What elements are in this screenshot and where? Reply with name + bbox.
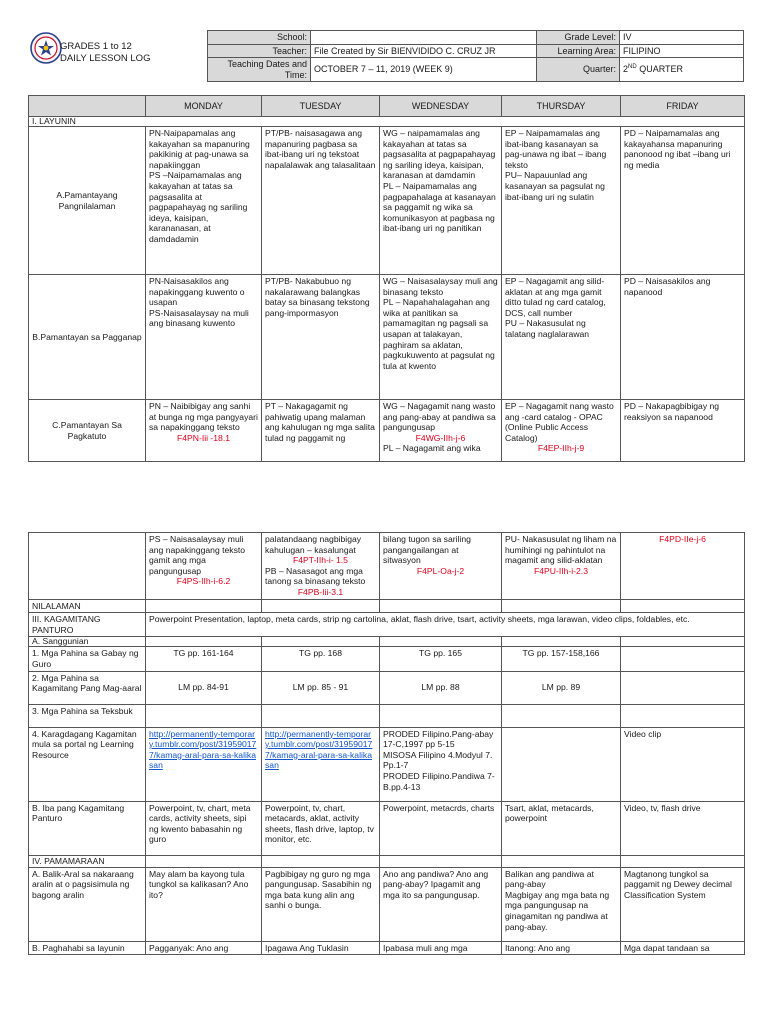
cell-a-monday: PN-Naipapamalas ang kakayahan sa mapanuring pakikinig at pag-unawa sa napakiinggan PS –Naipamamalas ang kakayahan at tatas sa pagsasalita at pagpapahayag ng sariling ideya, kaisipan, karananasan, at damdadamin <box>146 127 262 275</box>
header-info-table <box>207 30 744 82</box>
lesson-objectives-table <box>28 95 745 462</box>
code-c-thursday: F4EP-IIh-j-9 <box>537 443 585 454</box>
kagamitan-label: III. KAGAMITANG PANTURO <box>29 613 146 637</box>
nilalaman-wednesday <box>380 599 502 613</box>
paghahabi-tuesday: Ipagawa Ang Tuklasin <box>262 941 380 955</box>
school-value <box>311 31 537 45</box>
day-header-blank <box>29 96 146 117</box>
cell-a-friday: PD – Naipamamalas ang kakayahansa mapanuring panonood ng ibat –ibang uri ng media <box>621 127 745 275</box>
pamamaraan-wednesday <box>380 855 502 867</box>
nilalaman-friday <box>621 599 745 613</box>
balik-aral-thursday: Balikan ang pandiwa at pang-abay Magbigay ang mga bata ng mga pangungusap na ginagamitan ng pandiwa at pang-abay. <box>502 867 621 941</box>
section-layunin-title: I. LAYUNIN <box>29 117 745 127</box>
cont-wednesday <box>380 533 502 600</box>
iba-pang-label: B. Iba pang Kagamitang Panturo <box>29 801 146 855</box>
cont-monday <box>146 533 262 600</box>
sanggunian-label: A. Sanggunian <box>29 637 146 647</box>
tg-monday: TG pp. 161-164 <box>146 647 262 671</box>
school-label: School: <box>208 31 311 45</box>
iba-pang-monday: Powerpoint, tv, chart, meta cards, activity sheets, sipi ng kwento babasahin ng guro <box>146 801 262 855</box>
sanggunian-monday <box>146 637 262 647</box>
pamamaraan-label: IV. PAMAMARAAN <box>29 855 146 867</box>
cell-a-thursday: EP – Naipamamalas ang ibat-ibang kasanayan sa pag-unawa ng ibat – ibang teksto PU– Napauunlad ang kasanayan sa pagsulat ng ibat-ibang uri ng sulatin <box>502 127 621 275</box>
document-title <box>60 41 150 65</box>
cont-wednesday-text: bilang tugon sa sariling pangangailangan at sitwasyon <box>383 534 471 566</box>
code-cont-monday: F4PS-IIh-i-6.2 <box>176 576 231 587</box>
pamamaraan-monday <box>146 855 262 867</box>
lesson-procedure-table <box>28 532 745 955</box>
balik-aral-tuesday: Pagbibigay ng guro ng mga pangungusap. Sasabihin ng mga bata kung alin ang sanhi o bunga. <box>262 867 380 941</box>
paghahabi-friday: Mga dapat tandaan sa <box>621 941 745 955</box>
cell-c-wednesday-extra: PL – Nagagamit ang wika <box>383 443 481 454</box>
karagdagang-tuesday <box>262 727 380 801</box>
cell-c-tuesday: PT – Nakagagamit ng pahiwatig upang malaman ang kahulugan ng mga salita tulad ng paggamit ng <box>262 400 380 462</box>
paghahabi-wednesday: Ipabasa muli ang mga <box>380 941 502 955</box>
balik-aral-label: A. Balik-Aral sa nakaraang aralin at o pagsisimula ng bagong aralin <box>29 867 146 941</box>
pamamaraan-tuesday <box>262 855 380 867</box>
cont-monday-text: PS – Naisasalaysay muli ang napakinggang teksto gamit ang mga pangungusap <box>149 534 246 576</box>
quarter-suffix: ND <box>628 64 637 71</box>
cell-b-friday: PD – Naisasakilos ang napanood <box>621 275 745 400</box>
balik-aral-monday: May alam ba kayong tula tungkol sa kalikasan? Ano ito? <box>146 867 262 941</box>
cont-thursday-text: PU- Nakasusulat ng liham na humihingi ng pahintulot na magamit ang silid-aklatan <box>505 534 617 566</box>
area-value: FILIPINO <box>620 44 744 58</box>
lm-label: 2. Mga Pahina sa Kagamitang Pang Mag-aaral <box>29 671 146 704</box>
quarter-word: QUARTER <box>636 64 684 75</box>
lm-thursday: LM pp. 89 <box>502 671 621 704</box>
grade-label: Grade Level: <box>537 31 620 45</box>
karagdagang-friday: Video clip <box>621 727 745 801</box>
code-cont-thursday: F4PU-IIh-i-2.3 <box>534 565 588 576</box>
teksbuk-thursday <box>502 704 621 727</box>
cell-c-wednesday <box>380 400 502 462</box>
cell-b-thursday: EP – Nagagamit ang silid-aklatan at ang mga gamit ditto tulad ng card catalog, DCS, call number PU – Nakasusulat ng talatang naglalarawan <box>502 275 621 400</box>
cell-c-friday: PD – Nakapagbibigay ng reaksiyon sa napanood <box>621 400 745 462</box>
teksbuk-tuesday <box>262 704 380 727</box>
area-label: Learning Area: <box>537 44 620 58</box>
paghahabi-monday: Pagganyak: Ano ang <box>146 941 262 955</box>
kagamitan-value: Powerpoint Presentation, laptop, meta cards, strip ng cartolina, aklat, flash drive, tsart, activity sheets, mga larawan, video clips, foldables, etc. <box>146 613 745 637</box>
teksbuk-friday <box>621 704 745 727</box>
cont-tuesday <box>262 533 380 600</box>
code-c-wednesday: F4WG-IIh-j-6 <box>415 432 466 443</box>
cell-c-monday-text: PN – Naibibigay ang sanhi at bunga ng mga pangyayari sa napakinggang teksto <box>149 401 258 433</box>
row-label-pamantayan-sa-pagkatuto: C.Pamantayan Sa Pagkatuto <box>29 400 146 462</box>
paghahabi-thursday: Itanong: Ano ang <box>502 941 621 955</box>
code-c-monday: F4PN-Iii -18.1 <box>176 432 230 443</box>
continuation-label-blank <box>29 533 146 600</box>
day-header-thursday: THURSDAY <box>502 96 621 117</box>
dates-value: OCTOBER 7 – 11, 2019 (WEEK 9) <box>311 58 537 82</box>
row-label-pamantayan-sa-pagganap: B.Pamantayan sa Pagganap <box>29 275 146 400</box>
tg-label: 1. Mga Pahina sa Gabay ng Guro <box>29 647 146 671</box>
cell-c-wednesday-text: WG – Nagagamit nang wasto ang pang-abay at pandiwa sa pangungusap <box>383 401 496 433</box>
cont-tuesday-extra: PB – Nasasagot ang mga tanong sa binasang teksto <box>265 565 366 587</box>
cell-c-thursday <box>502 400 621 462</box>
tg-tuesday: TG pp. 168 <box>262 647 380 671</box>
resource-link-tuesday[interactable]: http://permanently-temporary.tumblr.com/post/319590177/kamag-aral-para-sa-kalikasan <box>265 728 373 771</box>
cell-b-wednesday: WG – Naisasalaysay muli ang binasang teksto PL – Napahahalagahan ang wika at panitikan sa pamamagitan ng pagsali sa usapan at talakayan, paghiram sa aklatan, pagkukuwento at pagsulat ng tula at kwento <box>380 275 502 400</box>
tg-thursday: TG pp. 157-158,166 <box>502 647 621 671</box>
balik-aral-wednesday: Ano ang pandiwa? Ano ang pang-abay? Ipagamit ang mga ito sa pangungusap. <box>380 867 502 941</box>
sanggunian-tuesday <box>262 637 380 647</box>
teacher-value: File Created by Sir BIENVIDIDO C. CRUZ JR <box>311 44 537 58</box>
cell-b-tuesday: PT/PB- Nakabubuo ng nakalarawang balangkas batay sa binasang tekstong pang-impormasyon <box>262 275 380 400</box>
nilalaman-tuesday <box>262 599 380 613</box>
day-header-friday: FRIDAY <box>621 96 745 117</box>
sanggunian-wednesday <box>380 637 502 647</box>
nilalaman-monday <box>146 599 262 613</box>
code-cont-friday: F4PD-IIe-j-6 <box>659 534 706 544</box>
grade-value: IV <box>620 31 744 45</box>
karagdagang-label: 4. Karagdagang Kagamitan mula sa portal ng Learning Resource <box>29 727 146 801</box>
cell-a-wednesday: WG – naipamamalas ang kakayahan at tatas sa pagsasalita at pagpapahayag ng sariling ideya, kaisipan, karanasan at damdamin PL – Naipamamalas ang pagpapahalaga at kasanayan sa paggamit ng wika sa komunikasyon at pagbasa ng ibat-ibang uri ng panitikan <box>380 127 502 275</box>
cont-thursday <box>502 533 621 600</box>
iba-pang-thursday: Tsart, aklat, metacards, powerpoint <box>502 801 621 855</box>
teacher-label: Teacher: <box>208 44 311 58</box>
tg-friday <box>621 647 745 671</box>
quarter-value <box>620 58 744 82</box>
pamamaraan-thursday <box>502 855 621 867</box>
lm-monday: LM pp. 84-91 <box>146 671 262 704</box>
code-cont-wednesday: F4PL-Oa-j-2 <box>416 565 465 576</box>
karagdagang-thursday <box>502 727 621 801</box>
teksbuk-monday <box>146 704 262 727</box>
karagdagang-monday <box>146 727 262 801</box>
cell-c-monday <box>146 400 262 462</box>
day-header-wednesday: WEDNESDAY <box>380 96 502 117</box>
resource-link-monday[interactable]: http://permanently-temporary.tumblr.com/post/319590177/kamag-aral-para-sa-kalikasan <box>149 728 257 771</box>
iba-pang-wednesday: Powerpoint, metacrds, charts <box>380 801 502 855</box>
tg-wednesday: TG pp. 165 <box>380 647 502 671</box>
cell-c-thursday-text: EP – Nagagamit nang wasto ang -card catalog - OPAC (Online Public Access Catalog) <box>505 401 614 443</box>
lm-wednesday: LM pp. 88 <box>380 671 502 704</box>
nilalaman-thursday <box>502 599 621 613</box>
iba-pang-friday: Video, tv, flash drive <box>621 801 745 855</box>
quarter-label: Quarter: <box>537 58 620 82</box>
teksbuk-label: 3. Mga Pahina sa Teksbuk <box>29 704 146 727</box>
dates-label: Teaching Dates and Time: <box>208 58 311 82</box>
day-header-tuesday: TUESDAY <box>262 96 380 117</box>
paghahabi-label: B. Paghahabi sa layunin <box>29 941 146 955</box>
karagdagang-wednesday: PRODED Filipino.Pang-abay 17-C,1997 pp 5-15 MISOSA Filipino 4.Modyul 7. Pp.1-7 PRODED Filipino.Pandiwa 7-B.pp.4-13 <box>380 727 502 801</box>
day-header-monday: MONDAY <box>146 96 262 117</box>
title-line-2: DAILY LESSON LOG <box>60 53 151 64</box>
title-line-1: GRADES 1 to 12 <box>60 41 132 52</box>
teksbuk-wednesday <box>380 704 502 727</box>
pamamaraan-friday <box>621 855 745 867</box>
row-label-pamantayang-pangnilalaman: A.Pamantayang Pangnilalaman <box>29 127 146 275</box>
sanggunian-friday <box>621 637 745 647</box>
cell-b-monday: PN-Naisasakilos ang napakinggang kuwento o usapan PS-Naisasalaysay na muli ang binasang kuwento <box>146 275 262 400</box>
cont-tuesday-text: palatandaang nagbibigay kahulugan – kasalungat <box>265 534 362 555</box>
iba-pang-tuesday: Powerpoint, tv, chart, metacards, aklat, activity sheets, flash drive, laptop, tv monitor, etc. <box>262 801 380 855</box>
cell-a-tuesday: PT/PB- naisasagawa ang mapanuring pagbasa sa ibat-ibang uri ng tekstoat napalalawak ang talasalitaan <box>262 127 380 275</box>
sanggunian-thursday <box>502 637 621 647</box>
code-cont-tuesday: F4PT-IIh-i- 1.5 <box>293 555 348 566</box>
nilalaman-label: NILALAMAN <box>29 599 146 613</box>
balik-aral-friday: Magtanong tungkol sa paggamit ng Dewey decimal Classification System <box>621 867 745 941</box>
quarter-number: 2 <box>623 64 629 75</box>
cont-friday <box>621 533 745 600</box>
lm-tuesday: LM pp. 85 - 91 <box>262 671 380 704</box>
lm-friday <box>621 671 745 704</box>
code-cont-tuesday-extra: F4PB-Iii-3.1 <box>297 586 344 597</box>
